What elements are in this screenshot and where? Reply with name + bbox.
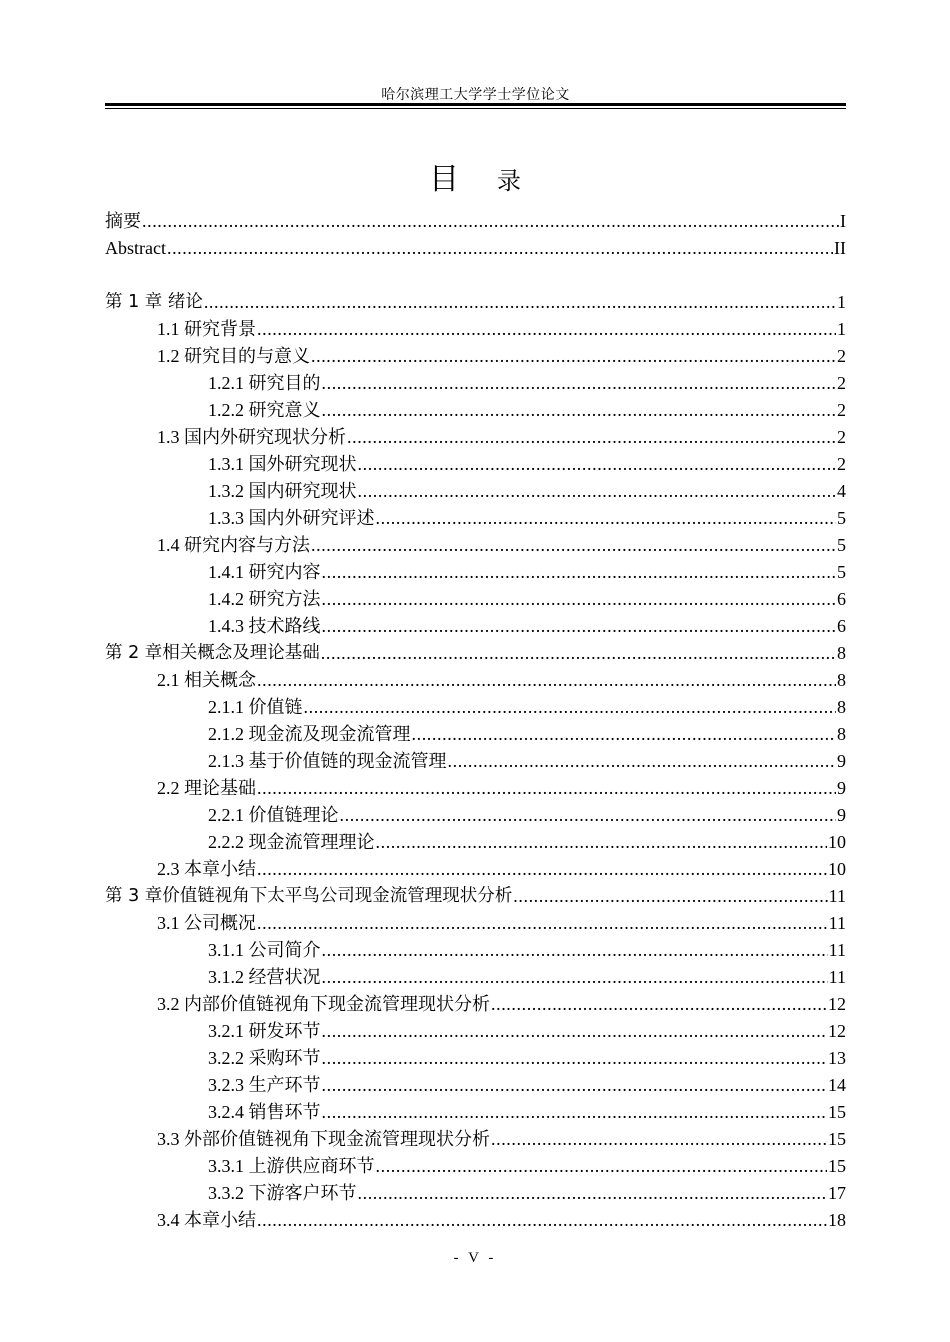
toc-entry-page: 1 [837, 319, 846, 339]
toc-entry-label: 1.3.2 国内研究现状 [208, 481, 357, 501]
toc-dot-leader [347, 424, 836, 451]
toc-dot-leader [257, 1207, 827, 1234]
toc-dot-leader [257, 910, 828, 937]
toc-entry-label: 2.3 本章小结 [157, 859, 256, 879]
toc-dot-leader [304, 694, 837, 721]
toc-dot-leader [322, 1072, 828, 1099]
toc-dot-leader [322, 964, 828, 991]
toc-entry[interactable] [105, 883, 846, 910]
toc-dot-leader [340, 802, 837, 829]
toc-entry-page: 8 [837, 724, 846, 744]
toc-entry-page: 2 [837, 373, 846, 393]
toc-dot-leader [322, 1099, 828, 1126]
toc-dot-leader [322, 586, 837, 613]
toc-dot-leader [412, 721, 837, 748]
toc-entry[interactable] [105, 316, 846, 343]
toc-dot-leader [322, 559, 837, 586]
toc-entry[interactable] [105, 586, 846, 613]
toc-dot-leader [322, 397, 837, 424]
toc-entry-label: 3.4 本章小结 [157, 1210, 256, 1230]
toc-entry-label: 第 2 章相关概念及理论基础 [105, 643, 320, 663]
toc-entry-label: 2.2 理论基础 [157, 778, 256, 798]
toc-entry[interactable] [105, 505, 846, 532]
toc-entry-page: 9 [837, 778, 846, 798]
toc-entry-page: 8 [837, 697, 846, 717]
toc-entry-page: 11 [828, 967, 846, 987]
toc-entry-page: 8 [837, 643, 846, 663]
toc-dot-leader [257, 775, 836, 802]
toc-dot-leader [322, 1045, 828, 1072]
toc-entry-label: 3.3 外部价值链视角下现金流管理现状分析 [157, 1129, 490, 1149]
toc-entry-page: 8 [837, 670, 846, 690]
toc-entry-label: 1.2 研究目的与意义 [157, 346, 310, 366]
toc-entry-label: 1.2.1 研究目的 [208, 373, 321, 393]
toc-entry[interactable] [105, 856, 846, 883]
toc-dot-leader [358, 478, 837, 505]
toc-entry[interactable] [105, 478, 846, 505]
toc-dot-leader [257, 316, 836, 343]
toc-entry[interactable] [105, 910, 846, 937]
toc-entry-page: 14 [828, 1075, 846, 1095]
toc-entry-label: 1.4.1 研究内容 [208, 562, 321, 582]
toc-entry[interactable] [105, 343, 846, 370]
toc-entry-label: 1.4.2 研究方法 [208, 589, 321, 609]
toc-entry-label: 2.1.1 价值链 [208, 697, 303, 717]
toc-entry-page: 17 [828, 1183, 846, 1203]
toc-entry[interactable] [105, 802, 846, 829]
page-number: - V - [453, 1250, 497, 1266]
toc-entry-label: 3.2.2 采购环节 [208, 1048, 321, 1068]
running-header: 哈尔滨理工大学学士学位论文 [381, 88, 570, 103]
toc-entry-page: 5 [837, 535, 846, 555]
toc-entry[interactable] [105, 667, 846, 694]
toc-entry-label: 摘要 [105, 211, 141, 231]
toc-entry[interactable] [105, 991, 846, 1018]
toc-entry-label: 1.4 研究内容与方法 [157, 535, 310, 555]
toc-entry-label: 2.2.1 价值链理论 [208, 805, 339, 825]
toc-entry[interactable] [105, 1072, 846, 1099]
toc-entry[interactable] [105, 1153, 846, 1180]
toc-entry[interactable] [105, 208, 846, 235]
header-rule-thin [105, 108, 846, 109]
toc-entry-page: 5 [837, 562, 846, 582]
toc-entry-page: 6 [837, 589, 846, 609]
toc-dot-leader [491, 991, 827, 1018]
toc-entry-label: 3.3.2 下游客户环节 [208, 1183, 357, 1203]
toc-entry-page: 2 [837, 454, 846, 474]
toc-dot-leader [204, 289, 836, 316]
toc-entry[interactable] [105, 775, 846, 802]
toc-dot-leader [311, 343, 836, 370]
toc-entry-page: 15 [828, 1156, 846, 1176]
toc-entry-page: 9 [837, 805, 846, 825]
toc-entry[interactable] [105, 424, 846, 451]
toc-entry-label: 3.1 公司概况 [157, 913, 256, 933]
toc-dot-leader [513, 883, 827, 910]
toc-entry[interactable] [105, 289, 846, 316]
toc-entry[interactable] [105, 721, 846, 748]
toc-entry-page: 11 [828, 886, 846, 906]
toc-entry[interactable] [105, 370, 846, 397]
toc-entry[interactable] [105, 694, 846, 721]
toc-dot-leader [322, 370, 837, 397]
toc-dot-leader [322, 613, 837, 640]
toc-title-char-2: 录 [497, 167, 521, 195]
toc-entry[interactable] [105, 559, 846, 586]
toc-entry-label: 1.2.2 研究意义 [208, 400, 321, 420]
toc-entry-page: 18 [828, 1210, 846, 1230]
toc-entry-page: 12 [828, 1021, 846, 1041]
toc-entry-page: 13 [828, 1048, 846, 1068]
toc-title [0, 154, 950, 198]
toc-dot-leader [448, 748, 837, 775]
toc-entry-label: 3.3.1 上游供应商环节 [208, 1156, 375, 1176]
toc-dot-leader [311, 532, 836, 559]
toc-entry[interactable] [105, 451, 846, 478]
toc-entry[interactable] [105, 640, 846, 667]
toc-entry-label: 3.2.4 销售环节 [208, 1102, 321, 1122]
toc-entry-label: 3.2 内部价值链视角下现金流管理现状分析 [157, 994, 490, 1014]
toc-entry[interactable] [105, 1126, 846, 1153]
toc-dot-leader [321, 640, 836, 667]
toc-entry-label: 第 1 章 绪论 [105, 292, 203, 312]
toc-dot-leader [376, 829, 828, 856]
toc-dot-leader [358, 1180, 828, 1207]
toc-entry-page: II [834, 238, 846, 258]
toc-dot-leader [491, 1126, 827, 1153]
toc-entry-page: 9 [837, 751, 846, 771]
toc-entry-label: 3.2.3 生产环节 [208, 1075, 321, 1095]
toc-entry-page: 1 [837, 292, 846, 312]
toc-entry-label: 1.4.3 技术路线 [208, 616, 321, 636]
header-rule-thick [105, 103, 846, 106]
toc-dot-leader [322, 937, 828, 964]
toc-entry-page: 2 [837, 400, 846, 420]
toc-entry-page: 12 [828, 994, 846, 1014]
toc-entry[interactable] [105, 532, 846, 559]
toc-entry-label: 2.1.2 现金流及现金流管理 [208, 724, 411, 744]
toc-entry[interactable] [105, 613, 846, 640]
toc-entry-page: 10 [828, 859, 846, 879]
toc-entry-page: 2 [837, 427, 846, 447]
toc-entry-label: 1.1 研究背景 [157, 319, 256, 339]
toc-entry-page: 15 [828, 1129, 846, 1149]
toc-entry[interactable] [105, 1099, 846, 1126]
toc-dot-leader [257, 856, 827, 883]
toc-entry-page: 11 [828, 940, 846, 960]
toc-entry-label: 2.1 相关概念 [157, 670, 256, 690]
toc-entry[interactable] [105, 1045, 846, 1072]
toc-title-char-1: 目 [429, 162, 459, 197]
toc-entry-label: 2.2.2 现金流管理理论 [208, 832, 375, 852]
toc-entry-label: 3.1.1 公司简介 [208, 940, 321, 960]
toc-entry[interactable] [105, 1207, 846, 1234]
toc-dot-leader [142, 208, 839, 235]
toc-dot-leader [167, 235, 833, 262]
toc-entry-page: 6 [837, 616, 846, 636]
toc-dot-leader [358, 451, 837, 478]
toc-entry[interactable] [105, 964, 846, 991]
toc-dot-leader [376, 1153, 828, 1180]
toc-entry-label: 1.3.1 国外研究现状 [208, 454, 357, 474]
toc-entry[interactable] [105, 235, 846, 262]
toc-entry-page: 2 [837, 346, 846, 366]
toc-dot-leader [322, 1018, 828, 1045]
toc-entry-label: 2.1.3 基于价值链的现金流管理 [208, 751, 447, 771]
toc-entry-page: 15 [828, 1102, 846, 1122]
toc-entry-page: 10 [828, 832, 846, 852]
toc-entry-label: 1.3 国内外研究现状分析 [157, 427, 346, 447]
toc-entry-page: 5 [837, 508, 846, 528]
toc-dot-leader [376, 505, 837, 532]
toc-entry-label: 3.1.2 经营状况 [208, 967, 321, 987]
toc-entry[interactable] [105, 937, 846, 964]
toc-entry-label: 1.3.3 国内外研究评述 [208, 508, 375, 528]
toc-entry[interactable] [105, 1180, 846, 1207]
toc-dot-leader [257, 667, 836, 694]
toc-entry[interactable] [105, 748, 846, 775]
toc-entry[interactable] [105, 829, 846, 856]
toc-entry[interactable] [105, 1018, 846, 1045]
toc-entry-page: 11 [828, 913, 846, 933]
toc-entry-page: I [840, 211, 846, 231]
toc-entry-label: 3.2.1 研发环节 [208, 1021, 321, 1041]
toc-entry-page: 4 [837, 481, 846, 501]
toc-entry-label: Abstract [105, 238, 166, 258]
toc-entry[interactable] [105, 397, 846, 424]
toc-entry-label: 第 3 章价值链视角下太平鸟公司现金流管理现状分析 [105, 886, 513, 906]
